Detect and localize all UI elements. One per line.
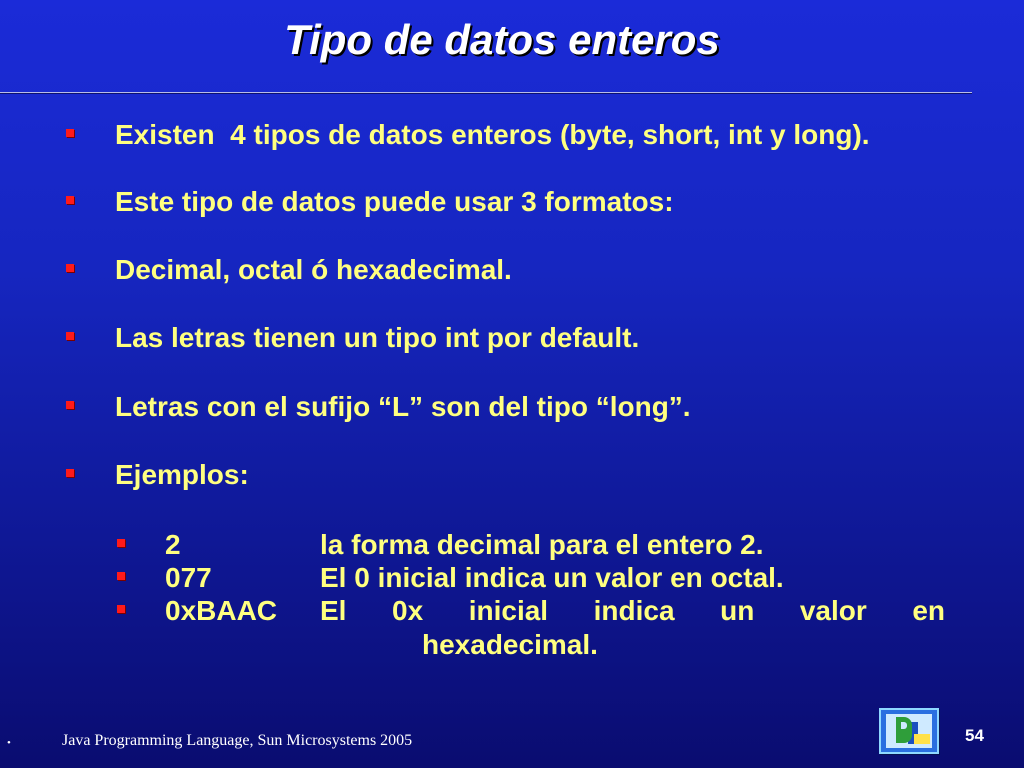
red-square-bullet-icon xyxy=(66,264,74,272)
slide-title: Tipo de datos enteros xyxy=(284,16,720,63)
example-item xyxy=(0,528,1000,561)
logo-inner xyxy=(886,714,932,748)
example-item xyxy=(0,594,1000,627)
example-description-continuation: hexadecimal. xyxy=(422,629,598,660)
bullet-text: Letras con el sufijo “L” son del tipo “long”. xyxy=(115,391,691,422)
example-literal: 2 xyxy=(165,529,181,560)
bullet-item xyxy=(0,118,1000,152)
bullet-text: Ejemplos: xyxy=(115,459,249,490)
red-square-bullet-icon xyxy=(66,332,74,340)
red-square-bullet-icon xyxy=(66,129,74,137)
example-description: El 0x inicial indica un valor en xyxy=(320,595,945,626)
bullet-text: Existen 4 tipos de datos enteros (byte, short, int y long). xyxy=(115,119,870,150)
logo-mark xyxy=(896,717,912,743)
bullet-item xyxy=(0,321,1000,355)
bullet-text: Este tipo de datos puede usar 3 formatos: xyxy=(115,186,674,217)
red-square-bullet-icon xyxy=(66,196,74,204)
red-square-bullet-icon xyxy=(66,469,74,477)
page-number: 54 xyxy=(965,726,984,745)
red-square-bullet-icon xyxy=(117,605,125,613)
logo-strip xyxy=(914,734,930,744)
footer-citation: Java Programming Language, Sun Microsystems 2005 xyxy=(62,732,413,749)
bullet-text: Las letras tienen un tipo int por default. xyxy=(115,322,640,353)
example-literal: 0xBAAC xyxy=(165,595,278,626)
example-item xyxy=(0,561,1000,594)
bullet-item xyxy=(0,253,1000,287)
example-description-continued xyxy=(0,628,1000,661)
bullet-item xyxy=(0,185,1000,219)
example-description: la forma decimal para el entero 2. xyxy=(320,529,764,560)
example-literal: 077 xyxy=(165,562,212,593)
bullet-item xyxy=(0,458,1000,492)
red-square-bullet-icon xyxy=(117,539,125,547)
title-divider xyxy=(0,92,972,93)
footer-bullet: • xyxy=(7,737,11,749)
red-square-bullet-icon xyxy=(117,572,125,580)
bullet-item xyxy=(0,390,1000,424)
example-description: El 0 inicial indica un valor en octal. xyxy=(320,562,784,593)
red-square-bullet-icon xyxy=(66,401,74,409)
bullet-text: Decimal, octal ó hexadecimal. xyxy=(115,254,512,285)
presentation-logo-icon xyxy=(879,708,939,754)
